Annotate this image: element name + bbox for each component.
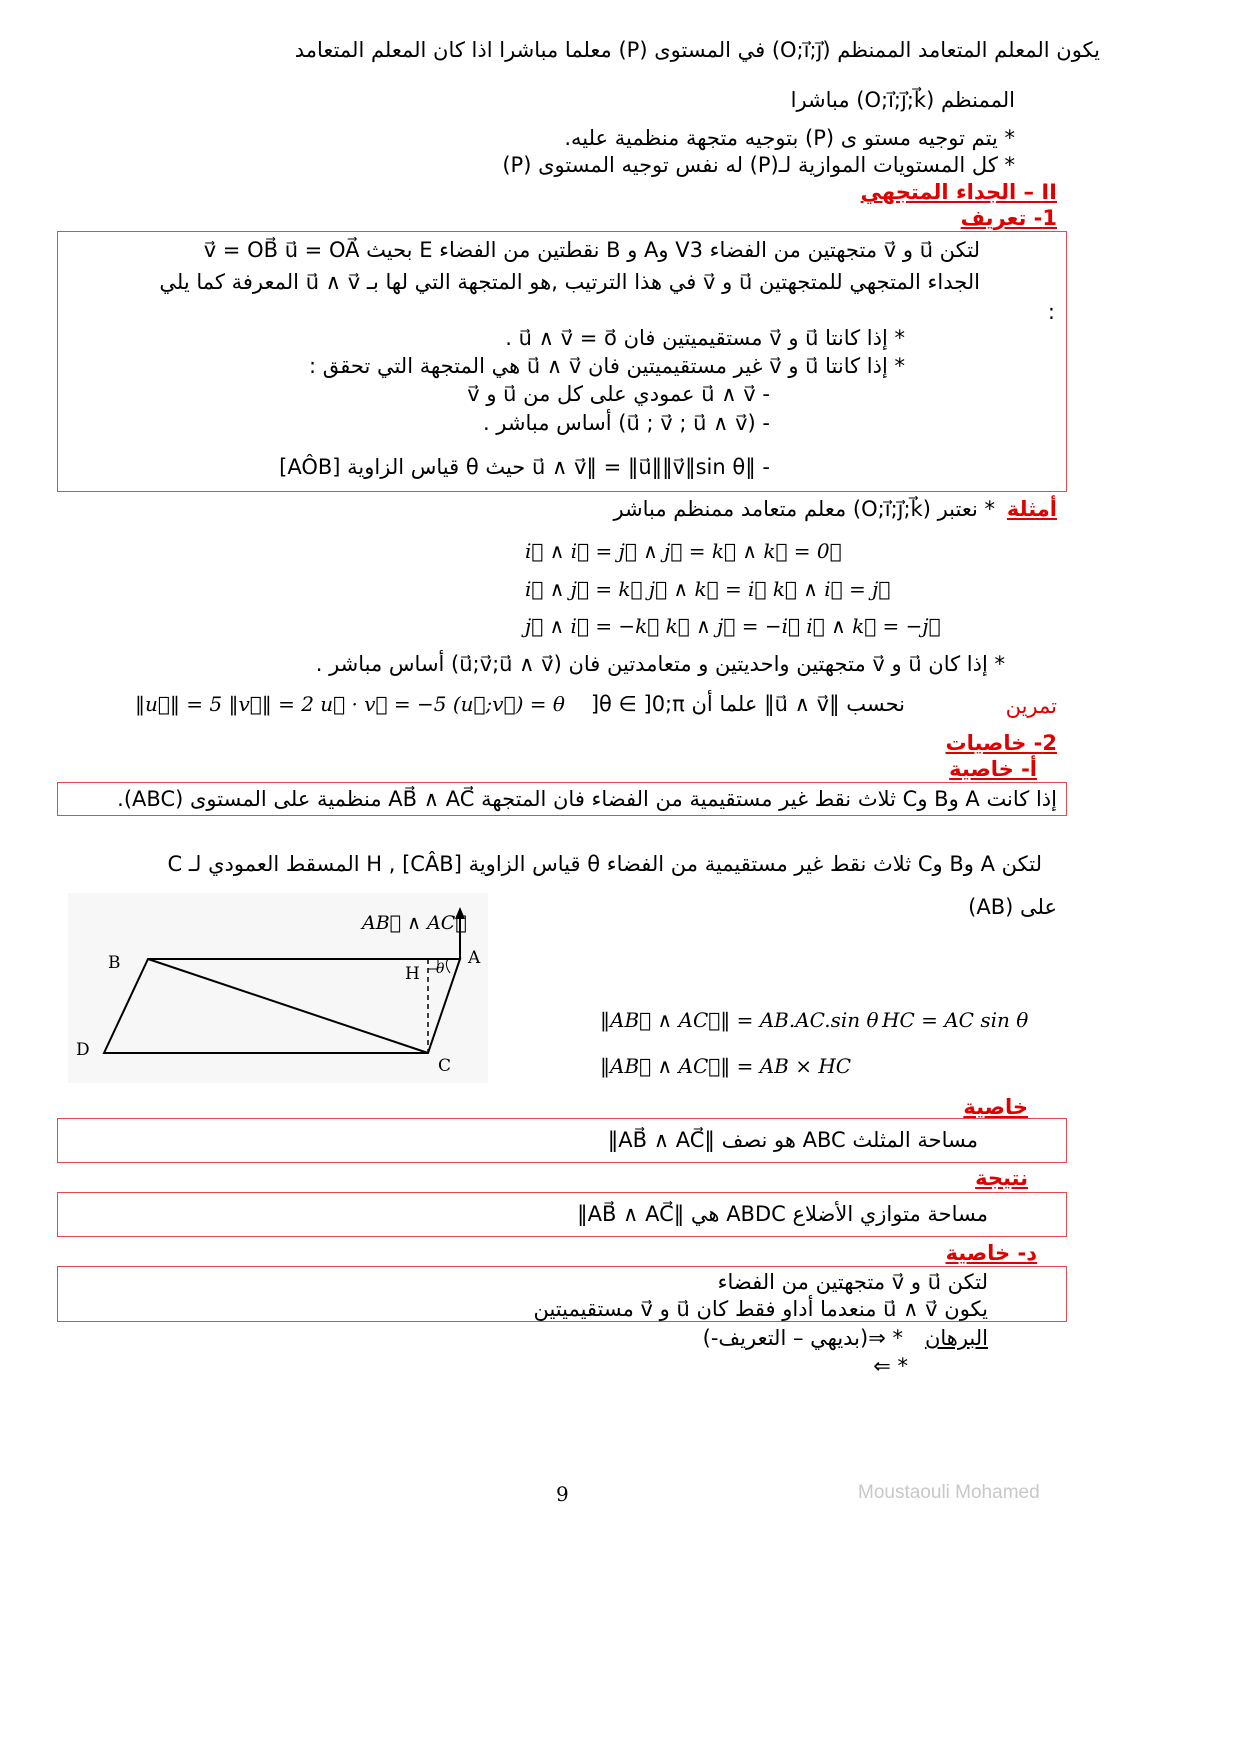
exercise-label: تمرين	[1005, 694, 1057, 718]
definition-heading: 1- تعريف	[960, 206, 1057, 230]
page-number: 9	[556, 1482, 569, 1506]
result-text: مساحة متوازي الأضلاع ABDC هي ‖AB⃗ ∧ AC⃗‖	[577, 1202, 988, 1226]
examples-line-1: * نعتبر (O;i⃗;j⃗;k⃗) معلم متعامد ممنظم مباشر	[613, 497, 995, 521]
exercise-text: نحسب ‖u⃗ ∧ v⃗‖ علما أن θ ∈ ]0;π[	[590, 692, 905, 716]
definition-condition-1: - u⃗ ∧ v⃗ عمودي على كل من u⃗ و v⃗	[467, 382, 770, 406]
definition-condition-2: - (u⃗ ; v⃗ ; u⃗ ∧ v⃗) أساس مباشر .	[482, 411, 770, 435]
property-d-line-1: لتكن u⃗ و v⃗ متجهتين من الفضاء	[717, 1270, 988, 1294]
definition-line-1: لتكن u⃗ و v⃗ متجهتين من الفضاء V3 وA و B نقطتين من الفضاء E بحيث v⃗ = OB⃗ u⃗ = OA⃗	[203, 238, 980, 262]
intro-bullet-2: * كل المستويات الموازية لـ(P) له نفس توجيه المستوى (P)	[502, 153, 1015, 177]
label-c: C	[438, 1056, 452, 1076]
examples-label: أمثلة	[1006, 497, 1057, 521]
property-a-text: إذا كانت A وB وC ثلاث نقط غير مستقيمية من الفضاء فان المتجهة AB⃗ ∧ AC⃗ منظمية على المستوى (ABC).	[117, 787, 1057, 811]
definition-case-1: * إذا كانتا u⃗ و v⃗ مستقيميتين فان u⃗ ∧ v⃗ = o⃗ .	[505, 326, 905, 350]
parallelogram-figure	[68, 893, 488, 1083]
exercise-given: ‖u⃗‖ = 5 ‖v⃗‖ = 2 u⃗ · v⃗ = −5 (u⃗;v⃗) = θ	[135, 692, 565, 716]
property-2-title: خاصية	[963, 1095, 1028, 1119]
definition-line-2: الجداء المتجهي للمتجهتين u⃗ و v⃗ في هذا الترتيب ,هو المتجهة التي لها بـ u⃗ ∧ v⃗ المعرفة كما يلي	[159, 270, 980, 294]
intro-line-1: يكون المعلم المتعامد الممنظم (O;i⃗;j⃗) في المستوى (P) معلما مباشرا اذا كان المعلم المتعامد	[294, 38, 1100, 62]
label-h: H	[405, 964, 420, 984]
label-a: A	[468, 948, 481, 968]
arrow-label: AB⃗ ∧ AC⃗	[362, 912, 467, 934]
examples-line-2: * إذا كان u⃗ و v⃗ متجهتين واحديتين و متعامدتين فان (u⃗;v⃗;u⃗ ∧ v⃗) أساس مباشر .	[315, 652, 1005, 676]
label-d: D	[76, 1040, 90, 1060]
property-d-title: د- خاصية	[945, 1241, 1037, 1265]
example-math-3: j⃗ ∧ i⃗ = −k⃗ k⃗ ∧ j⃗ = −i⃗ i⃗ ∧ k⃗ = −j⃗	[525, 614, 941, 638]
proof-line-1: * ⇒(بديهي – التعريف-)	[702, 1326, 903, 1350]
result-title: نتيجة	[975, 1166, 1028, 1190]
property-2-text: مساحة المثلث ABC هو نصف ‖AB⃗ ∧ AC⃗‖	[607, 1128, 978, 1152]
formula-3: ‖AB⃗ ∧ AC⃗‖ = AB × HC	[600, 1054, 852, 1078]
formula-2: HC = AC sin θ	[882, 1008, 1029, 1032]
intro-bullet-1: * يتم توجيه مستو ى (P) بتوجيه متجهة منظمية عليه.	[564, 126, 1015, 150]
section-title: II – الجداء المتجهي	[860, 180, 1057, 204]
intro-line-2: الممنظم (O;i⃗;j⃗;k⃗) مباشرا	[790, 88, 1015, 112]
label-theta: θ	[436, 961, 445, 977]
proof-label: البرهان	[924, 1326, 988, 1350]
definition-case-2: * إذا كانتا u⃗ و v⃗ غير مستقيميتين فان u⃗ ∧ v⃗ هي المتجهة التي تحقق :	[309, 354, 905, 378]
formula-1: ‖AB⃗ ∧ AC⃗‖ = AB.AC.sin θ	[600, 1008, 879, 1032]
property-d-line-2: يكون u⃗ ∧ v⃗ منعدما أداو فقط كان u⃗ و v⃗ مستقيميتين	[533, 1297, 988, 1321]
proof-line-2: * ⇐	[873, 1354, 908, 1378]
example-math-2: i⃗ ∧ j⃗ = k⃗ j⃗ ∧ k⃗ = i⃗ k⃗ ∧ i⃗ = j⃗	[525, 577, 891, 601]
label-b: B	[108, 953, 121, 973]
construction-line-2: على (AB)	[968, 895, 1057, 919]
example-math-1: i⃗ ∧ i⃗ = j⃗ ∧ j⃗ = k⃗ ∧ k⃗ = 0⃗	[525, 539, 842, 563]
property-a-title: أ- خاصية	[949, 757, 1037, 781]
definition-colon: :	[1047, 300, 1055, 324]
properties-title: 2- خاصيات	[945, 731, 1057, 755]
construction-line-1: لتكن A وB وC ثلاث نقط غير مستقيمية من الفضاء θ قياس الزاوية [CÂB] , H المسقط العمودي لـ C	[167, 852, 1042, 876]
author-name: Moustaouli Mohamed	[858, 1482, 1040, 1503]
definition-condition-3: - ‖u⃗ ∧ v⃗‖ = ‖u⃗‖‖v⃗‖sin θ حيث θ قياس الزاوية [AÔB]	[279, 455, 770, 479]
